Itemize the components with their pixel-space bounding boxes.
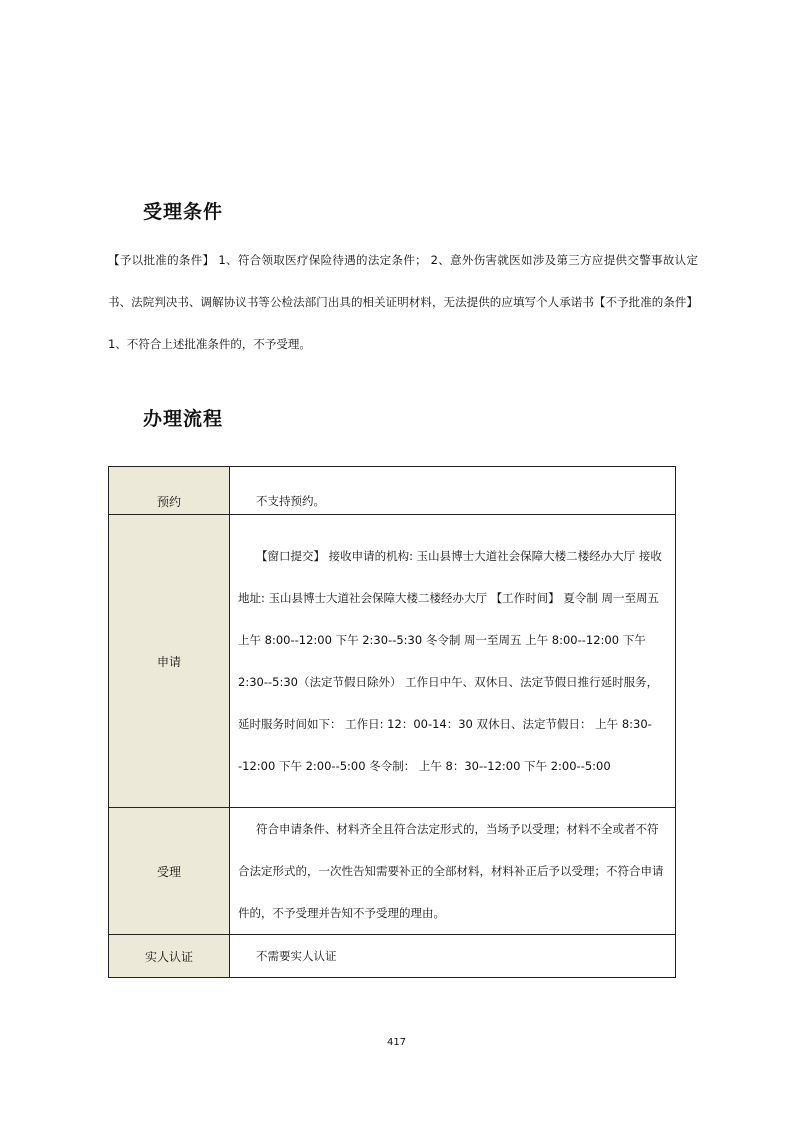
acceptance-text: 符合申请条件、材料齐全且符合法定形式的，当场予以受理；材料不全或者不符合法定形式的，一次性告知需要补正的全部材料，材料补正后予以受理；不符合申请件的，不予受理并告知不予受理的理由。 — [238, 822, 664, 920]
row-label-acceptance: 受理 — [109, 808, 230, 935]
application-text: 【窗口提交】 接收申请的机构: 玉山县博士大道社会保障大楼二楼经办大厅 接收地址: 玉山县博士大道社会保障大楼二楼经办大厅 【工作时间】 夏令制 周一至周五 上午 8:00--12:00 下午 2:30--5:30 冬令制 周一至周五 上午 8:00--12:00 下午 2:30--5:30（法定节假日除外） 工作日中午、双休日、法定节假日推行延时服务，延时服务时间如下： 工作日: 12：00-14：30 双休日、法定节假日： 上午 8:30--12:00 下午 2:00--5:00 冬令制： 上午 8：30--12:00 下午 2:00--5:00 — [238, 549, 662, 773]
table-row — [109, 935, 676, 978]
row-label-identity-verification: 实人认证 — [109, 935, 230, 978]
process-table — [108, 466, 676, 978]
table-row — [109, 808, 676, 935]
row-label-application: 申请 — [109, 515, 230, 808]
appointment-text: 不支持预约。 — [256, 494, 325, 508]
row-content-appointment — [230, 467, 676, 515]
table-row — [109, 467, 676, 515]
row-label-appointment: 预约 — [109, 467, 230, 515]
conditions-paragraph: 【予以批准的条件】 1、符合领取医疗保险待遇的法定条件； 2、意外伤害就医如涉及第三方应提供交警事故认定书、法院判决书、调解协议书等公检法部门出具的相关证明材料，无法提供的应填写个人承诺书【不予批准的条件】 1、不符合上述批准条件的，不予受理。 — [108, 253, 698, 351]
page-number: 417 — [386, 1037, 407, 1048]
row-content-acceptance — [230, 808, 676, 935]
conditions-heading: 受理条件 — [143, 201, 224, 223]
row-content-identity-verification — [230, 935, 676, 978]
process-heading: 办理流程 — [143, 408, 224, 430]
table-row — [109, 515, 676, 808]
row-content-application — [230, 515, 676, 808]
identity-verification-text: 不需要实人认证 — [256, 949, 337, 963]
